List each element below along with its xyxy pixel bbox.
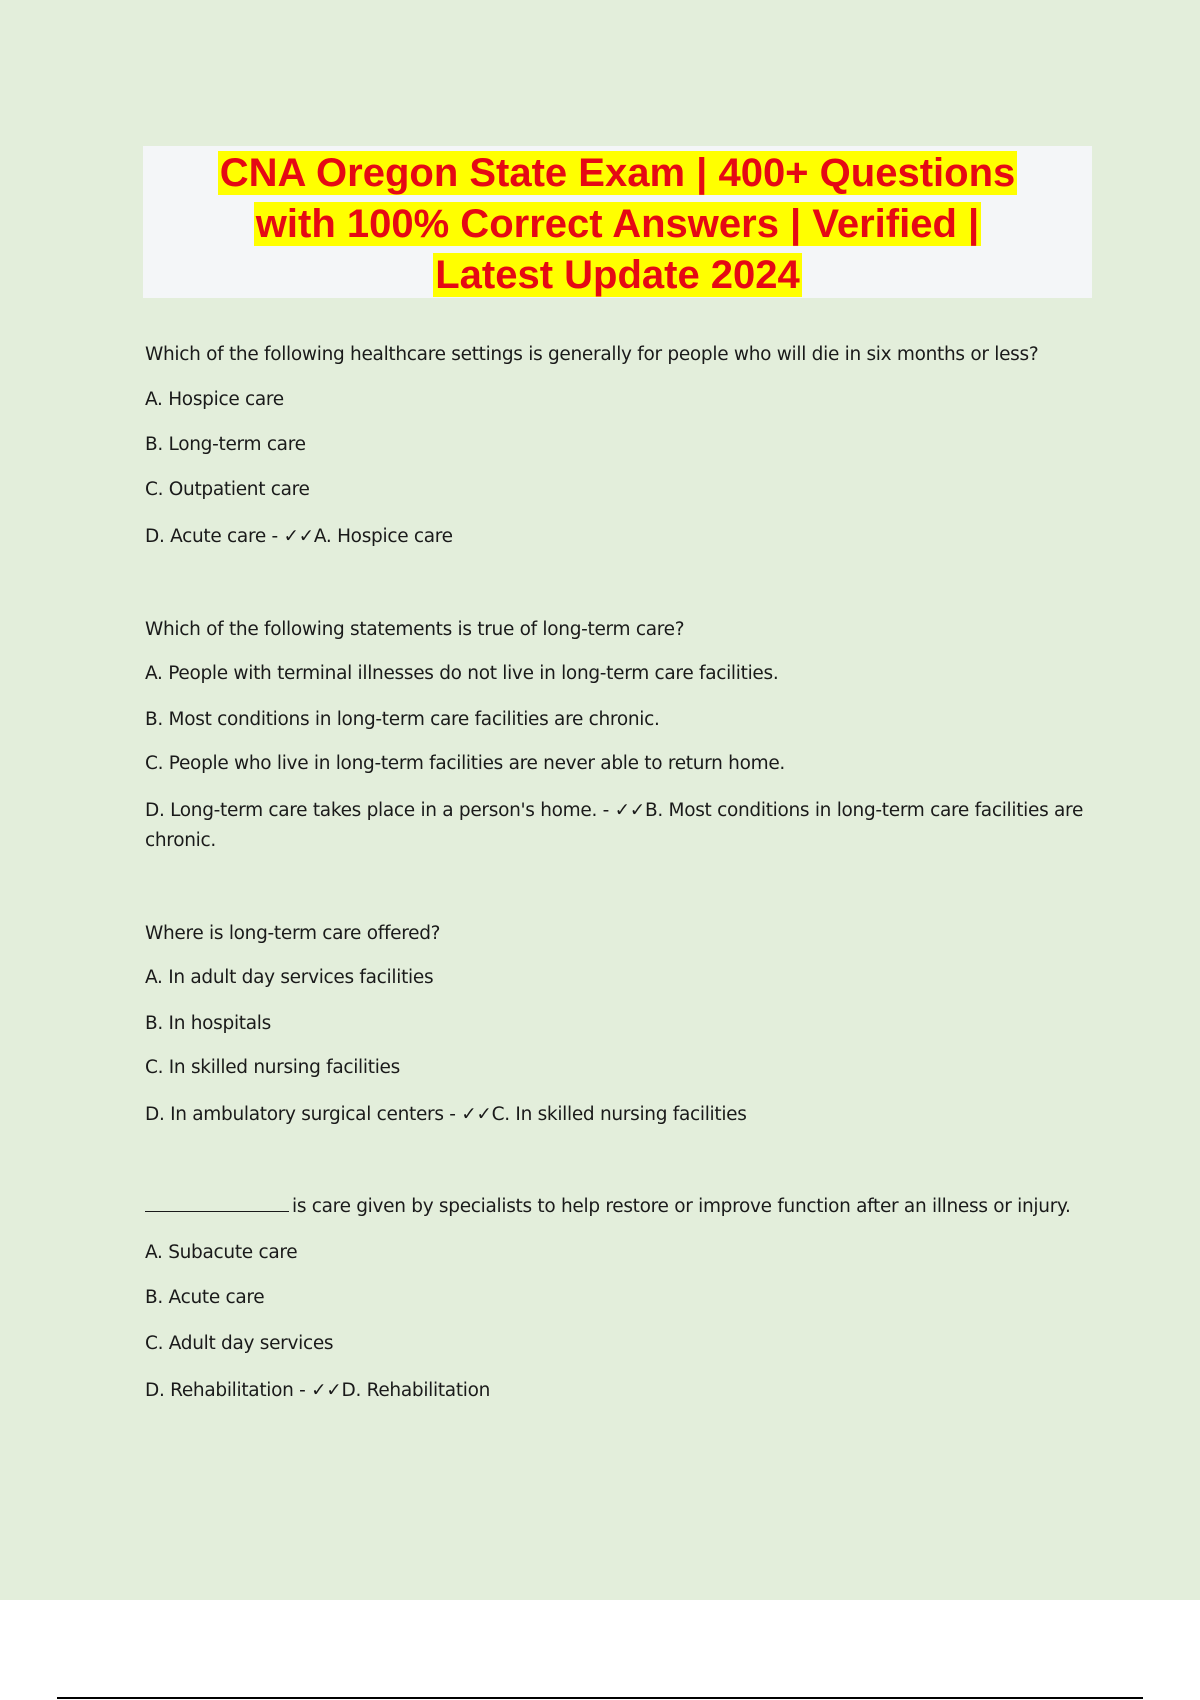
question-2 (145, 615, 1095, 856)
question-prompt: Which of the following healthcare settings is generally for people who will die in six months or less? (145, 344, 1039, 365)
option-d-answer: D. Acute care - ✓✓A. Hospice care (145, 526, 453, 547)
option-b: B. Long-term care (145, 434, 306, 455)
title-line-3: Latest Update 2024 (435, 253, 800, 297)
option-d-answer: D. Rehabilitation - ✓✓D. Rehabilitation (145, 1380, 491, 1401)
question-prompt: Which of the following statements is true of long-term care? (145, 619, 685, 640)
question-4 (145, 1191, 1095, 1406)
option-b: B. Most conditions in long-term care facilities are chronic. (145, 709, 660, 730)
title-line-2: with 100% Correct Answers | Verified | (255, 202, 980, 246)
option-b: B. In hospitals (145, 1013, 271, 1034)
option-c: C. Adult day services (145, 1333, 334, 1354)
document-title (143, 148, 1092, 301)
option-a: A. In adult day services facilities (145, 967, 434, 988)
question-prompt-line (145, 1191, 1095, 1222)
option-a: A. People with terminal illnesses do not live in long-term care facilities. (145, 663, 779, 684)
fill-in-blank (145, 1191, 289, 1212)
option-a: A. Subacute care (145, 1242, 298, 1263)
option-b: B. Acute care (145, 1287, 265, 1308)
option-a: A. Hospice care (145, 389, 284, 410)
title-banner (143, 146, 1092, 298)
option-d-answer: D. Long-term care takes place in a person's home. - ✓✓B. Most conditions in long-term care facilities are chronic. (145, 800, 1084, 851)
footer-divider (57, 1697, 1143, 1699)
option-c: C. In skilled nursing facilities (145, 1057, 400, 1078)
title-line-1: CNA Oregon State Exam | 400+ Questions (219, 151, 1016, 195)
option-d-answer: D. In ambulatory surgical centers - ✓✓C. In skilled nursing facilities (145, 1104, 747, 1125)
option-c: C. Outpatient care (145, 479, 310, 500)
question-3 (145, 919, 1095, 1130)
question-1 (145, 340, 1095, 552)
question-list (145, 340, 1095, 1406)
question-prompt: Where is long-term care offered? (145, 923, 441, 944)
option-c: C. People who live in long-term facilities are never able to return home. (145, 753, 785, 774)
question-prompt: is care given by specialists to help restore or improve function after an illness or injury. (292, 1196, 1071, 1217)
